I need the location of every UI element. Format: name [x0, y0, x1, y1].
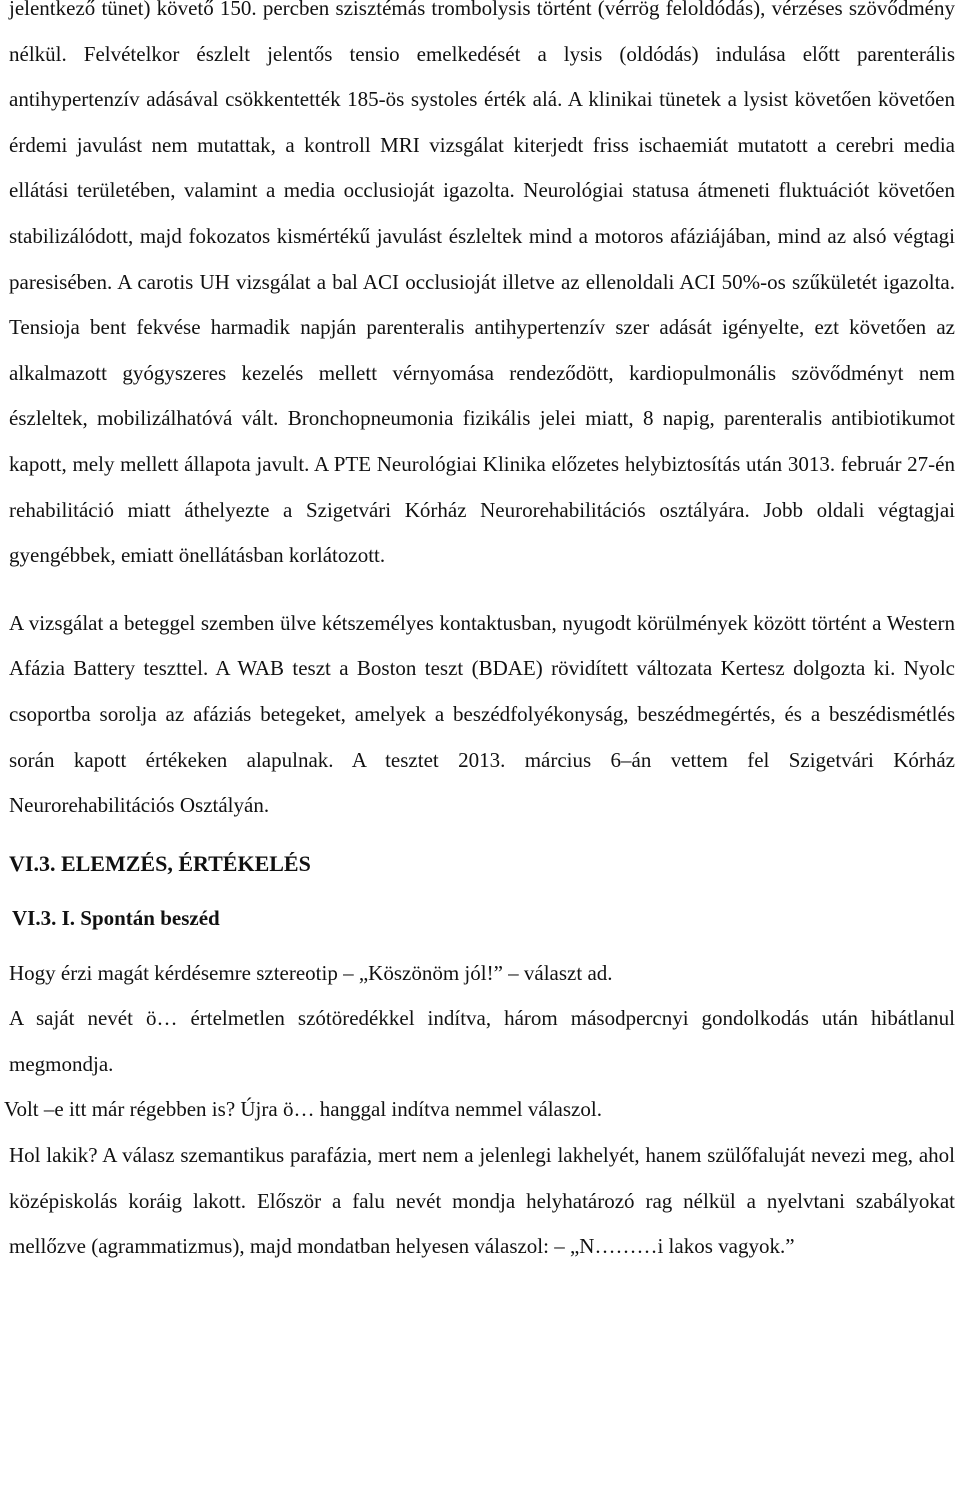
body-paragraph-examination-method: A vizsgálat a beteggel szemben ülve kétszemélyes kontaktusban, nyugodt körülmények között történt a Western Afázia Battery teszttel. A WAB teszt a Boston teszt (BDAE) rövidített változata Kertesz dolgozta ki. Nyolc csoportba sorolja az afáziás betegeket, amelyek a beszédfolyékonyság, beszédmegértés, és a beszédismétlés során kapott értékeken alapulnak. A tesztet 2013. március 6–án vettem fel Szigetvári Kórház Neurorehabilitációs Osztályán. — [9, 610, 955, 818]
dialogue-line-greeting: Hogy érzi magát kérdésemre sztereotip – „Köszönöm jól!” – választ ad. — [9, 960, 613, 985]
section-heading: VI.3. ELEMZÉS, ÉRTÉKELÉS — [9, 850, 311, 876]
dialogue-line-residence: Hol lakik? A válasz szemantikus parafázia, mert nem a jelenlegi lakhelyét, hanem szülőfaluját nevezi meg, ahol középiskolás koráig lakott. Először a falu nevét mondja helyhatározó rag nélkül a nyelvtani szabályokat mellőzve (agrammatizmus), majd mondatban helyesen válaszol: – „N………i lakos vagyok.” — [9, 1143, 955, 1259]
dialogue-line-been-here-before: Volt –e itt már régebben is? Újra ö… hanggal indítva nemmel válaszol. — [4, 1097, 602, 1122]
dialogue-line-own-name: A saját nevét ö… értelmetlen szótöredékkel indítva, három másodpercnyi gondolkodás után hibátlanul megmondja. — [9, 1006, 955, 1076]
document-page — [4, 0, 955, 1270]
body-paragraph-case-history: jelentkező tünet) követő 150. percben szisztémás trombolysis történt (vérrög feloldódás), vérzéses szövődmény nélkül. Felvételkor észlelt jelentős tensio emelkedését a lysis (oldódás) indulása előtt parenterális antihypertenzív adásával csökkentették 185-ös systoles érték alá. A klinikai tünetek a lysist követően követően érdemi javulást nem mutattak, a kontroll MRI vizsgálat kiterjedt friss ischaemiát mutatott a cerebri media ellátási területében, valamint a media occlusioját igazolta. Neurológiai statusa átmeneti fluktuációt követően stabilizálódott, majd fokozatos kismértékű javulást észleltek mind a motoros afáziájában, mind az alsó végtagi paresisében. A carotis UH vizsgálat a bal ACI occlusioját illetve az ellenoldali ACI 50%-os szűkületét igazolta. Tensioja bent fekvése harmadik napján parenteralis antihypertenzív szer adását igényelte, ezt követően az alkalmazott gyógyszeres kezelés mellett vérnyomása rendeződött, kardiopulmonális szövődményt nem észleltek, mobilizálhatóvá vált. Bronchopneumonia fizikális jelei miatt, 8 napig, parenteralis antibiotikumot kapott, mely mellett állapota javult. A PTE Neurológiai Klinika előzetes helybiztosítás után 3013. február 27-én rehabilitáció miatt áthelyezte a Szigetvári Kórház Neurorehabilitációs osztályára. Jobb oldali végtagjai gyengébbek, emiatt önellátásban korlátozott. — [9, 0, 955, 568]
subsection-heading: VI.3. I. Spontán beszéd — [12, 905, 220, 930]
